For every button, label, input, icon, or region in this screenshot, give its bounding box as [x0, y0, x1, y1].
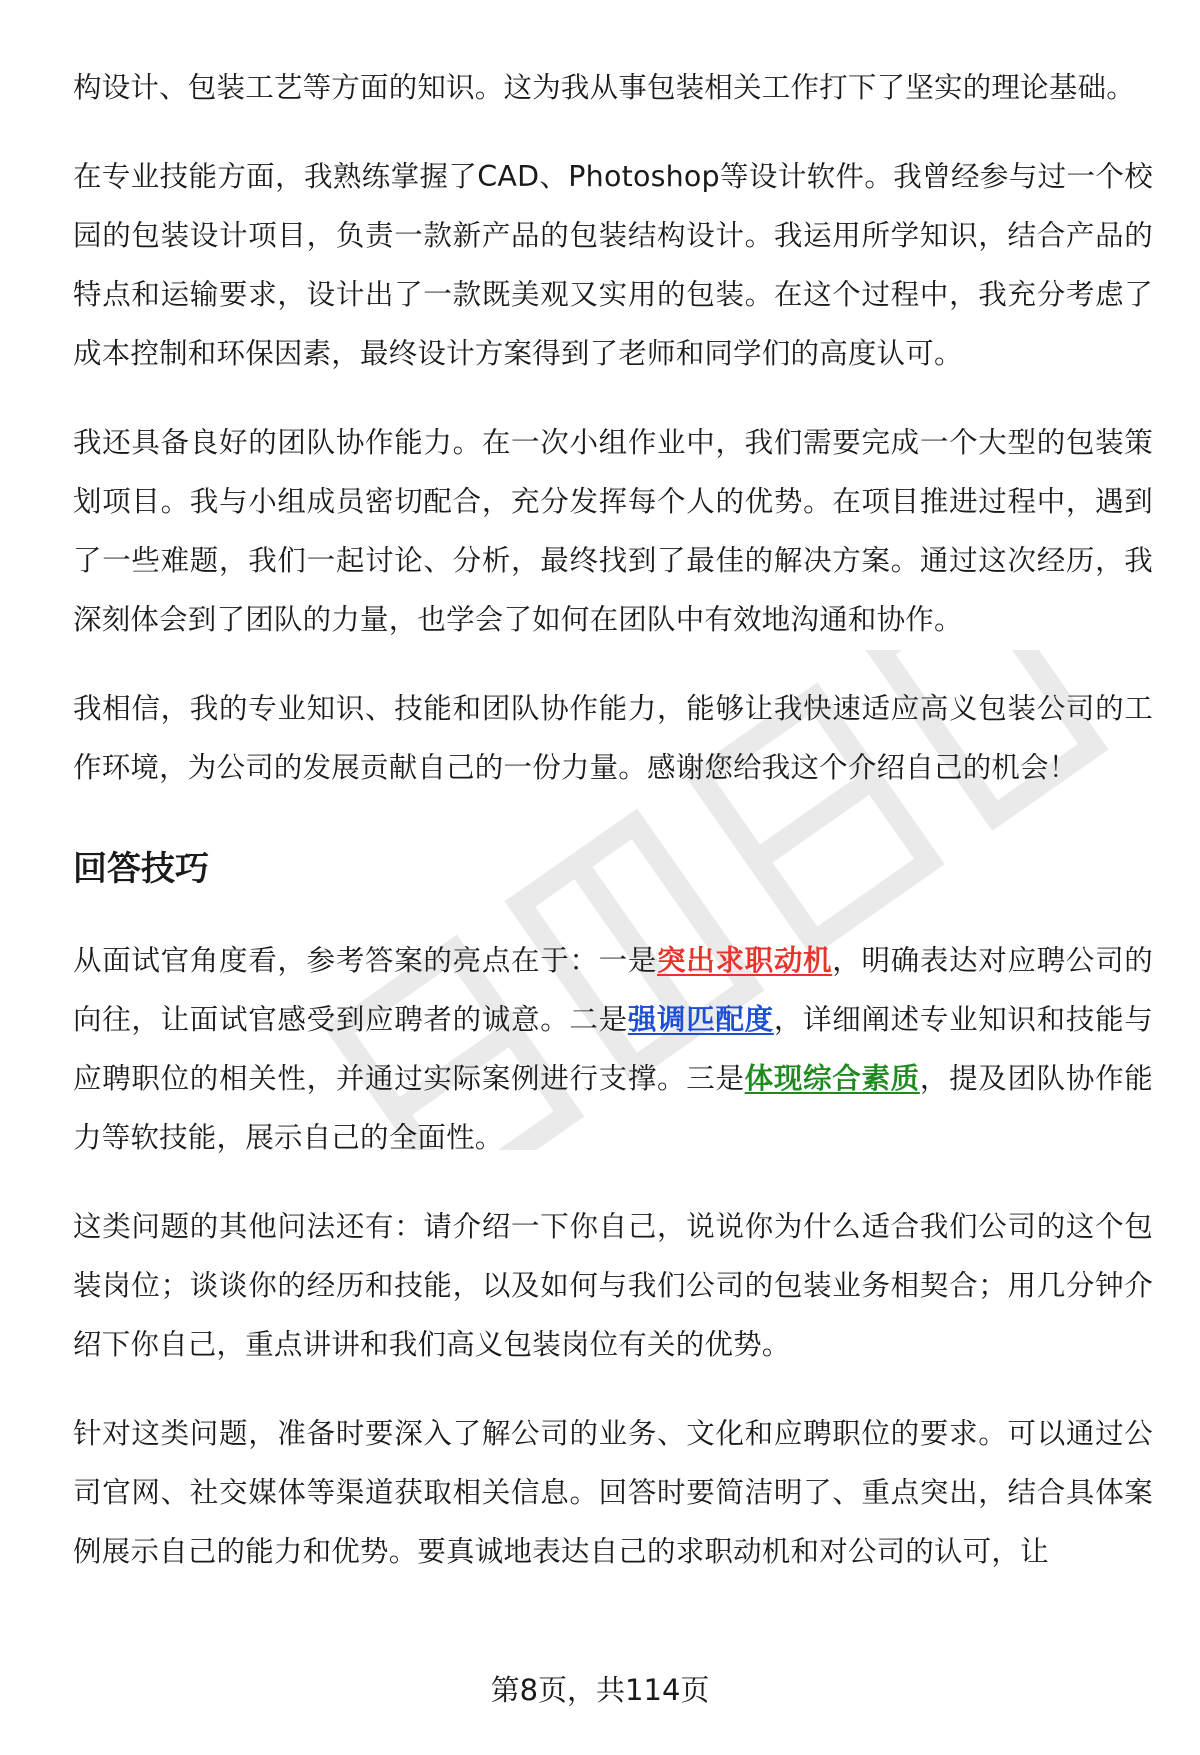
paragraph-intro-continued: 构设计、包装工艺等方面的知识。这为我从事包装相关工作打下了坚实的理论基础。 [73, 71, 1135, 104]
page-footer: 第8页，共114页 [490, 1673, 710, 1707]
tips-text-3: ，详细阐述专业知识和技能与应聘职位的相关性，并通过实际案例进行支撑。三是 [73, 1003, 1153, 1095]
tips-text-4: ，提及团队协作能力等软技能，展示自己的全面性。 [73, 1062, 1153, 1154]
paragraph-tips [73, 931, 1153, 1167]
paragraph-closing: 我相信，我的专业知识、技能和团队协作能力，能够让我快速适应高义包装公司的工作环境，为公司的发展贡献自己的一份力量。感谢您给我这个介绍自己的机会！ [73, 692, 1153, 784]
section-heading: 回答技巧 [73, 849, 209, 889]
document-page [73, 58, 1153, 1611]
paragraph-preparation: 针对这类问题，准备时要深入了解公司的业务、文化和应聘职位的要求。可以通过公司官网、社交媒体等渠道获取相关信息。回答时要简洁明了、重点突出，结合具体案例展示自己的能力和优势。要真诚地表达自己的求职动机和对公司的认可，让 [73, 1417, 1153, 1568]
tips-text-2: ，明确表达对应聘公司的向往，让面试官感受到应聘者的诚意。二是 [73, 944, 1153, 1036]
highlight-match: 强调匹配度 [627, 1003, 774, 1036]
paragraph-skills: 在专业技能方面，我熟练掌握了CAD、Photoshop等设计软件。我曾经参与过一个校园的包装设计项目，负责一款新产品的包装结构设计。我运用所学知识，结合产品的特点和运输要求，设计出了一款既美观又实用的包装。在这个过程中，我充分考虑了成本控制和环保因素，最终设计方案得到了老师和同学们的高度认可。 [73, 160, 1153, 370]
highlight-quality: 体现综合素质 [744, 1062, 920, 1095]
highlight-motivation: 突出求职动机 [657, 944, 833, 977]
paragraph-other-questions: 这类问题的其他问法还有：请介绍一下你自己，说说你为什么适合我们公司的这个包装岗位；谈谈你的经历和技能，以及如何与我们公司的包装业务相契合；用几分钟介绍下你自己，重点讲讲和我们高义包装岗位有关的优势。 [73, 1210, 1153, 1361]
tips-text-1: 从面试官角度看，参考答案的亮点在于：一是 [73, 944, 658, 977]
paragraph-teamwork: 我还具备良好的团队协作能力。在一次小组作业中，我们需要完成一个大型的包装策划项目。我与小组成员密切配合，充分发挥每个人的优势。在项目推进过程中，遇到了一些难题，我们一起讨论、分析，最终找到了最佳的解决方案。通过这次经历，我深刻体会到了团队的力量，也学会了如何在团队中有效地沟通和协作。 [73, 426, 1153, 636]
